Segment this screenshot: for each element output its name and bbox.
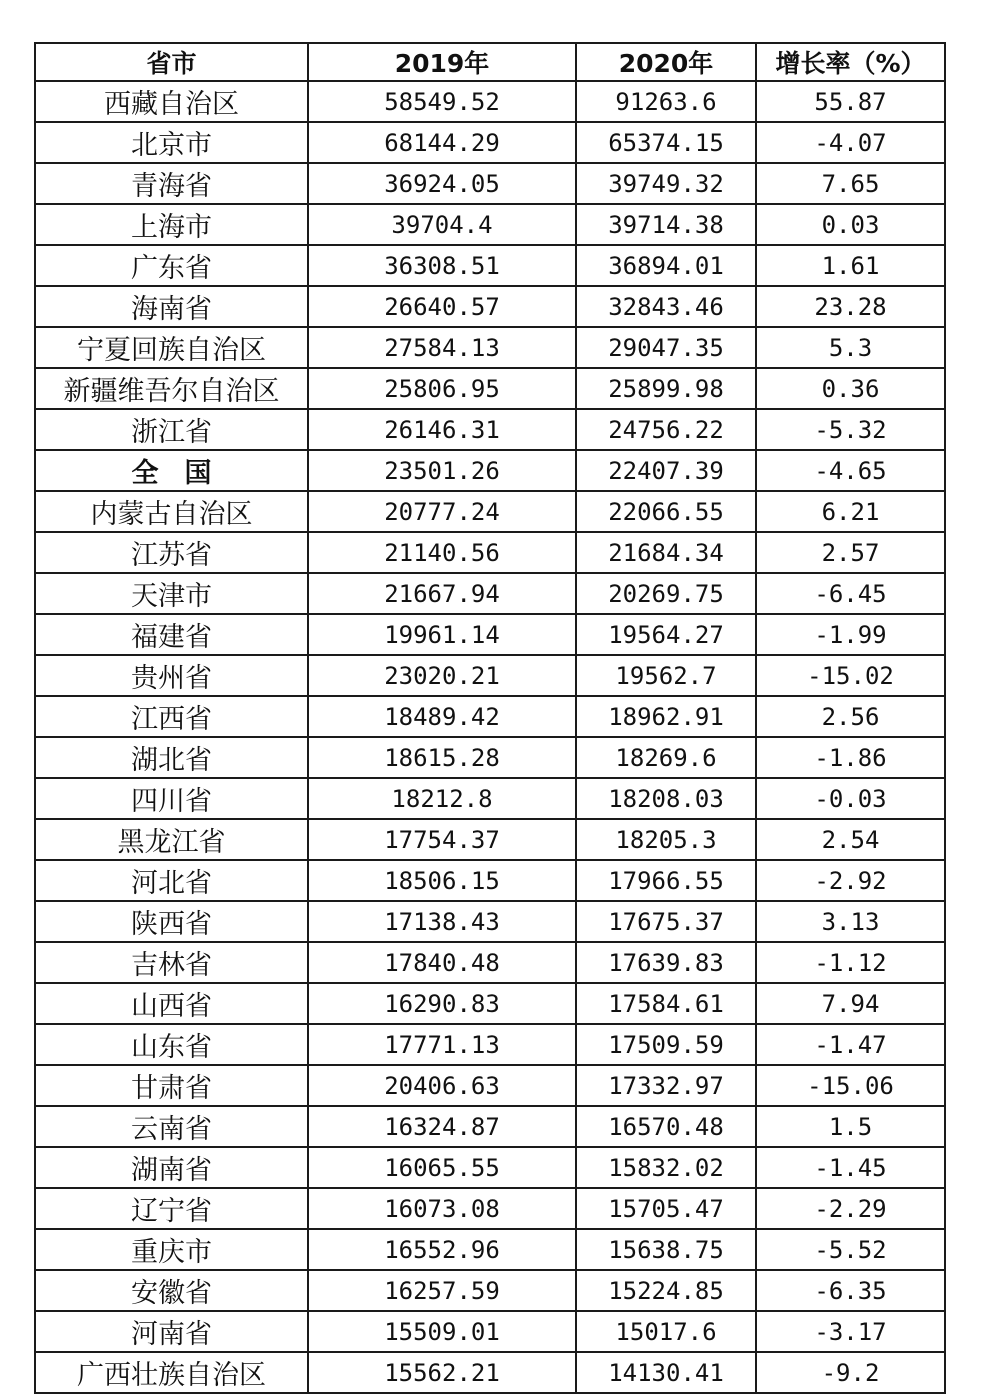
growth-rate-cell: -15.06 (756, 1065, 945, 1106)
growth-rate-cell: -4.07 (756, 122, 945, 163)
value-2019-cell: 17840.48 (308, 942, 576, 983)
province-cell: 甘肃省 (35, 1065, 308, 1106)
value-2020-cell: 18205.3 (576, 819, 756, 860)
value-2019-cell: 16552.96 (308, 1229, 576, 1270)
value-2020-cell: 29047.35 (576, 327, 756, 368)
table-row (35, 327, 945, 368)
value-2020-cell: 17332.97 (576, 1065, 756, 1106)
growth-rate-cell: 0.03 (756, 204, 945, 245)
value-2019-cell: 36924.05 (308, 163, 576, 204)
growth-rate-cell: 55.87 (756, 81, 945, 122)
value-2019-cell: 26640.57 (308, 286, 576, 327)
province-cell: 辽宁省 (35, 1188, 308, 1229)
value-2019-cell: 36308.51 (308, 245, 576, 286)
growth-rate-cell: -1.86 (756, 737, 945, 778)
province-cell: 安徽省 (35, 1270, 308, 1311)
value-2020-cell: 17584.61 (576, 983, 756, 1024)
province-cell: 宁夏回族自治区 (35, 327, 308, 368)
table-row (35, 532, 945, 573)
province-cell: 江西省 (35, 696, 308, 737)
value-2020-cell: 15832.02 (576, 1147, 756, 1188)
province-cell: 湖南省 (35, 1147, 308, 1188)
table-row (35, 983, 945, 1024)
growth-rate-cell: -1.12 (756, 942, 945, 983)
table-row (35, 614, 945, 655)
growth-rate-cell: 1.5 (756, 1106, 945, 1147)
growth-rate-cell: 23.28 (756, 286, 945, 327)
value-2019-cell: 16073.08 (308, 1188, 576, 1229)
province-growth-table (34, 42, 946, 1394)
value-2019-cell: 26146.31 (308, 409, 576, 450)
table-row (35, 1147, 945, 1188)
table-body (35, 81, 945, 1393)
table-row (35, 696, 945, 737)
province-cell: 河北省 (35, 860, 308, 901)
value-2019-cell: 16290.83 (308, 983, 576, 1024)
value-2020-cell: 21684.34 (576, 532, 756, 573)
value-2020-cell: 24756.22 (576, 409, 756, 450)
table-row (35, 1352, 945, 1393)
value-2020-cell: 15017.6 (576, 1311, 756, 1352)
growth-rate-cell: -0.03 (756, 778, 945, 819)
value-2020-cell: 15705.47 (576, 1188, 756, 1229)
table-row (35, 655, 945, 696)
table-row (35, 286, 945, 327)
value-2020-cell: 39749.32 (576, 163, 756, 204)
province-cell: 广东省 (35, 245, 308, 286)
table-header (35, 43, 945, 81)
growth-rate-cell: 6.21 (756, 491, 945, 532)
header-2019: 2019年 (308, 43, 576, 81)
table-row (35, 1065, 945, 1106)
value-2020-cell: 18269.6 (576, 737, 756, 778)
growth-rate-cell: -1.45 (756, 1147, 945, 1188)
province-cell: 全国 (35, 450, 308, 491)
table-row (35, 778, 945, 819)
province-cell: 四川省 (35, 778, 308, 819)
province-cell: 福建省 (35, 614, 308, 655)
province-cell: 青海省 (35, 163, 308, 204)
value-2020-cell: 16570.48 (576, 1106, 756, 1147)
value-2019-cell: 18506.15 (308, 860, 576, 901)
growth-rate-cell: -6.35 (756, 1270, 945, 1311)
value-2020-cell: 17675.37 (576, 901, 756, 942)
value-2019-cell: 20777.24 (308, 491, 576, 532)
growth-rate-cell: 3.13 (756, 901, 945, 942)
province-cell: 天津市 (35, 573, 308, 614)
province-cell: 内蒙古自治区 (35, 491, 308, 532)
table-row (35, 819, 945, 860)
table-row (35, 163, 945, 204)
value-2019-cell: 18212.8 (308, 778, 576, 819)
value-2019-cell: 20406.63 (308, 1065, 576, 1106)
table-row (35, 81, 945, 122)
table-row (35, 245, 945, 286)
value-2020-cell: 19562.7 (576, 655, 756, 696)
value-2020-cell: 17966.55 (576, 860, 756, 901)
province-cell: 浙江省 (35, 409, 308, 450)
value-2020-cell: 14130.41 (576, 1352, 756, 1393)
value-2019-cell: 15509.01 (308, 1311, 576, 1352)
value-2019-cell: 25806.95 (308, 368, 576, 409)
growth-rate-cell: -1.47 (756, 1024, 945, 1065)
province-cell: 上海市 (35, 204, 308, 245)
value-2020-cell: 17639.83 (576, 942, 756, 983)
province-cell: 湖北省 (35, 737, 308, 778)
value-2019-cell: 16324.87 (308, 1106, 576, 1147)
growth-rate-cell: -2.92 (756, 860, 945, 901)
province-cell: 新疆维吾尔自治区 (35, 368, 308, 409)
table-row (35, 1229, 945, 1270)
header-row (35, 43, 945, 81)
value-2020-cell: 18962.91 (576, 696, 756, 737)
table-row (35, 204, 945, 245)
province-cell: 江苏省 (35, 532, 308, 573)
value-2020-cell: 22066.55 (576, 491, 756, 532)
value-2019-cell: 18489.42 (308, 696, 576, 737)
table-row (35, 942, 945, 983)
value-2019-cell: 23501.26 (308, 450, 576, 491)
growth-rate-cell: 2.57 (756, 532, 945, 573)
value-2019-cell: 15562.21 (308, 1352, 576, 1393)
value-2020-cell: 18208.03 (576, 778, 756, 819)
table-row (35, 491, 945, 532)
growth-rate-cell: -5.32 (756, 409, 945, 450)
value-2020-cell: 65374.15 (576, 122, 756, 163)
table-row (35, 368, 945, 409)
province-cell: 广西壮族自治区 (35, 1352, 308, 1393)
province-cell: 吉林省 (35, 942, 308, 983)
value-2019-cell: 68144.29 (308, 122, 576, 163)
value-2019-cell: 23020.21 (308, 655, 576, 696)
value-2019-cell: 16065.55 (308, 1147, 576, 1188)
province-cell: 北京市 (35, 122, 308, 163)
province-cell: 河南省 (35, 1311, 308, 1352)
value-2019-cell: 27584.13 (308, 327, 576, 368)
growth-rate-cell: -15.02 (756, 655, 945, 696)
growth-rate-cell: -3.17 (756, 1311, 945, 1352)
table-row (35, 573, 945, 614)
province-cell: 西藏自治区 (35, 81, 308, 122)
header-2020: 2020年 (576, 43, 756, 81)
growth-rate-cell: 2.54 (756, 819, 945, 860)
growth-rate-cell: -2.29 (756, 1188, 945, 1229)
value-2020-cell: 17509.59 (576, 1024, 756, 1065)
growth-rate-cell: -4.65 (756, 450, 945, 491)
table-row (35, 860, 945, 901)
value-2020-cell: 15224.85 (576, 1270, 756, 1311)
value-2019-cell: 21667.94 (308, 573, 576, 614)
header-province: 省市 (35, 43, 308, 81)
value-2020-cell: 22407.39 (576, 450, 756, 491)
growth-rate-cell: 2.56 (756, 696, 945, 737)
table-row (35, 737, 945, 778)
province-cell: 山西省 (35, 983, 308, 1024)
province-cell: 重庆市 (35, 1229, 308, 1270)
value-2020-cell: 20269.75 (576, 573, 756, 614)
value-2019-cell: 58549.52 (308, 81, 576, 122)
value-2019-cell: 21140.56 (308, 532, 576, 573)
growth-rate-cell: -6.45 (756, 573, 945, 614)
value-2019-cell: 16257.59 (308, 1270, 576, 1311)
province-cell: 云南省 (35, 1106, 308, 1147)
value-2019-cell: 17138.43 (308, 901, 576, 942)
data-table-container (34, 42, 944, 1394)
province-cell: 贵州省 (35, 655, 308, 696)
table-row (35, 122, 945, 163)
growth-rate-cell: 7.94 (756, 983, 945, 1024)
value-2019-cell: 18615.28 (308, 737, 576, 778)
value-2020-cell: 36894.01 (576, 245, 756, 286)
table-row (35, 1270, 945, 1311)
growth-rate-cell: -1.99 (756, 614, 945, 655)
table-row (35, 450, 945, 491)
table-row (35, 1188, 945, 1229)
value-2020-cell: 39714.38 (576, 204, 756, 245)
table-row (35, 1106, 945, 1147)
value-2020-cell: 91263.6 (576, 81, 756, 122)
value-2019-cell: 17771.13 (308, 1024, 576, 1065)
header-growth-rate: 增长率（%） (756, 43, 945, 81)
table-row (35, 901, 945, 942)
growth-rate-cell: 7.65 (756, 163, 945, 204)
value-2019-cell: 19961.14 (308, 614, 576, 655)
province-cell: 海南省 (35, 286, 308, 327)
table-row (35, 409, 945, 450)
growth-rate-cell: 5.3 (756, 327, 945, 368)
province-cell: 山东省 (35, 1024, 308, 1065)
value-2020-cell: 15638.75 (576, 1229, 756, 1270)
value-2020-cell: 25899.98 (576, 368, 756, 409)
value-2019-cell: 39704.4 (308, 204, 576, 245)
growth-rate-cell: 0.36 (756, 368, 945, 409)
value-2020-cell: 19564.27 (576, 614, 756, 655)
value-2020-cell: 32843.46 (576, 286, 756, 327)
growth-rate-cell: -9.2 (756, 1352, 945, 1393)
growth-rate-cell: 1.61 (756, 245, 945, 286)
table-row (35, 1024, 945, 1065)
value-2019-cell: 17754.37 (308, 819, 576, 860)
province-cell: 陕西省 (35, 901, 308, 942)
province-cell: 黑龙江省 (35, 819, 308, 860)
growth-rate-cell: -5.52 (756, 1229, 945, 1270)
